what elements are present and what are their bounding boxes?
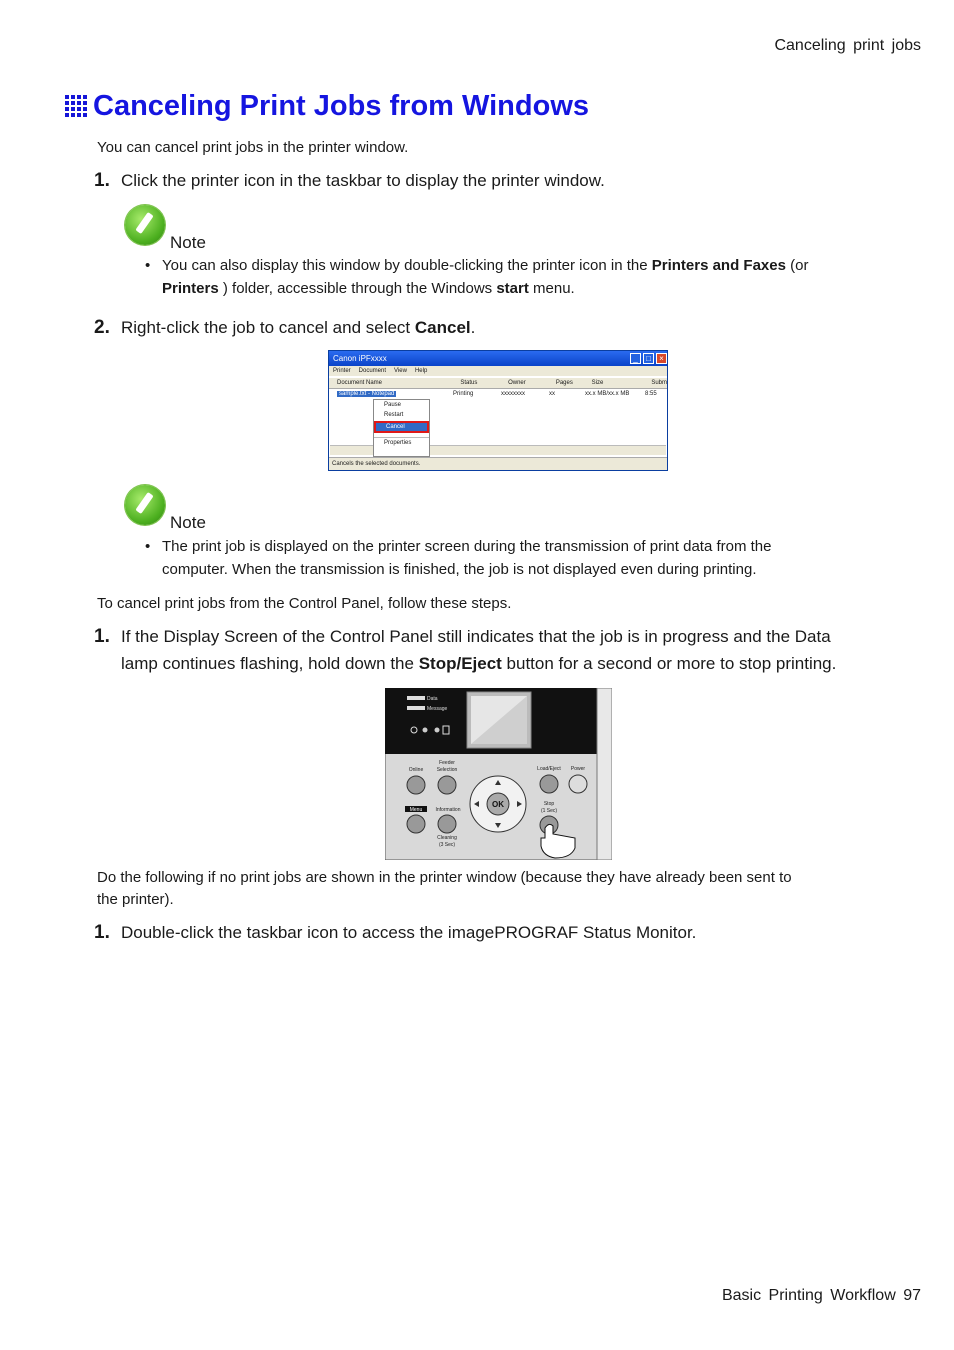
note-label: Note: [170, 233, 206, 252]
menu-button[interactable]: [407, 815, 425, 833]
information-label: Information: [435, 807, 461, 813]
cleaning-label: Cleaning: [437, 835, 457, 841]
step-number: 1.: [94, 170, 110, 191]
intro-paragraph: You can cancel print jobs in the printer window.: [97, 139, 409, 156]
column-header[interactable]: Size: [591, 380, 604, 386]
column-headers: [329, 378, 667, 389]
message-lamp-label: Message: [427, 706, 448, 712]
feeder-selection-button[interactable]: [438, 776, 456, 794]
column-header[interactable]: Subm: [651, 380, 668, 386]
bullet-marker: •: [145, 538, 151, 555]
page-title: Canceling Print Jobs from Windows: [93, 89, 590, 122]
bullet-marker: •: [145, 257, 151, 274]
running-footer: [722, 1287, 921, 1305]
step-bold: Stop/Eject: [418, 654, 502, 673]
context-item-properties[interactable]: Properties: [374, 437, 429, 448]
size-cell: xx.x MB/xx.x MB: [585, 391, 630, 397]
section-heading: [65, 88, 589, 124]
step-text: Click the printer icon in the taskbar to display the printer window.: [121, 171, 605, 190]
control-panel-illustration: [385, 688, 612, 860]
context-menu: [373, 399, 430, 457]
pencil-note-icon: [125, 485, 165, 525]
window-statusbar: Cancels the selected documents.: [329, 457, 668, 471]
stop-label: Stop: [543, 801, 555, 807]
note-bold: start: [496, 280, 529, 297]
note-2-bullet: [145, 535, 882, 581]
document-name-cell[interactable]: sample.txt - Notepad: [339, 391, 395, 397]
step-number: 1.: [94, 626, 110, 647]
context-item-cancel[interactable]: Cancel: [374, 421, 429, 433]
window-menubar: [329, 366, 667, 376]
column-header[interactable]: Document Name: [337, 380, 383, 386]
note-1: [125, 205, 206, 252]
feeder-label-2: Selection: [436, 767, 458, 773]
step-number: 2.: [94, 317, 110, 338]
window-titlebar: [329, 351, 667, 366]
intro-line: the printer).: [97, 891, 174, 908]
minimize-icon[interactable]: _: [630, 353, 641, 364]
note-text: The print job is displayed on the printer screen during the transmission of print data from the: [162, 538, 772, 555]
online-button[interactable]: [407, 776, 425, 794]
step-text: .: [470, 318, 476, 337]
menu-printer[interactable]: Printer: [333, 368, 351, 374]
power-button[interactable]: [569, 775, 587, 793]
column-header[interactable]: Status: [460, 380, 478, 386]
step-1: [94, 167, 605, 194]
note-bold: Printers and Faxes: [651, 257, 786, 274]
control-panel-intro: To cancel print jobs from the Control Panel, follow these steps.: [97, 595, 512, 612]
note-bold: Printers: [162, 280, 219, 297]
step-text: Right-click the job to cancel and select: [121, 318, 415, 337]
grid-icon: [65, 95, 87, 117]
close-icon[interactable]: ×: [656, 353, 667, 364]
note-text: (or: [785, 257, 809, 274]
data-lamp-label: Data: [427, 696, 438, 702]
feeder-label: Feeder: [439, 760, 455, 766]
menu-document[interactable]: Document: [358, 368, 387, 374]
information-button[interactable]: [438, 815, 456, 833]
stop-label-2: (1 Sec): [540, 808, 558, 814]
menu-view[interactable]: View: [394, 368, 407, 374]
footer-chapter: Basic Printing Workflow: [721, 1287, 896, 1304]
note-label: Note: [170, 513, 206, 532]
context-item-pause[interactable]: Pause: [384, 402, 402, 408]
power-label: Power: [570, 766, 586, 772]
online-label: Online: [408, 767, 424, 773]
ok-label: OK: [492, 800, 504, 809]
table-row[interactable]: [329, 389, 667, 399]
pages-cell: xx: [549, 391, 555, 397]
step-text: lamp continues flashing, hold down the: [121, 654, 419, 673]
step-4: [94, 919, 696, 946]
menu-label: Menu: [409, 807, 423, 813]
status-monitor-intro: [97, 867, 867, 911]
step-2: [94, 314, 475, 341]
column-header[interactable]: Owner: [508, 380, 526, 386]
note-2: [125, 485, 206, 532]
step-text: Double-click the taskbar icon to access the imagePROGRAF Status Monitor.: [121, 923, 697, 942]
menu-help[interactable]: Help: [414, 368, 428, 374]
note-text: You can also display this window by double-clicking the printer icon in the: [162, 257, 652, 274]
maximize-icon[interactable]: □: [643, 353, 654, 364]
step-number: 1.: [94, 922, 110, 943]
context-item-restart[interactable]: Restart: [384, 412, 404, 418]
note-text: computer. When the transmission is finished, the job is not displayed even during printing.: [162, 561, 757, 578]
running-header: Canceling print jobs: [774, 37, 921, 54]
load-eject-button[interactable]: [540, 775, 558, 793]
step-text: If the Display Screen of the Control Panel still indicates that the job is in progress and the Data: [121, 627, 831, 646]
status-cell: Printing: [453, 391, 474, 397]
step-3: [94, 623, 891, 677]
step-text: button for a second or more to stop printing.: [501, 654, 837, 673]
pencil-note-icon: [125, 205, 165, 245]
owner-cell: xxxxxxxx: [501, 391, 525, 397]
load-eject-label: Load/Eject: [537, 766, 561, 772]
intro-line: Do the following if no print jobs are shown in the printer window (because they have already been sent to: [97, 869, 792, 886]
note-text: menu.: [528, 280, 575, 297]
column-header[interactable]: Pages: [555, 380, 573, 386]
cleaning-label-2: (3 Sec): [438, 842, 456, 848]
submitted-cell: 8:55: [645, 391, 657, 397]
note-1-bullet: [145, 254, 882, 300]
window-title: Canon iPFxxxx: [333, 354, 387, 363]
note-text: ) folder, accessible through the Windows: [218, 280, 497, 297]
page-number: 97: [903, 1287, 921, 1304]
step-bold: Cancel: [414, 318, 471, 337]
